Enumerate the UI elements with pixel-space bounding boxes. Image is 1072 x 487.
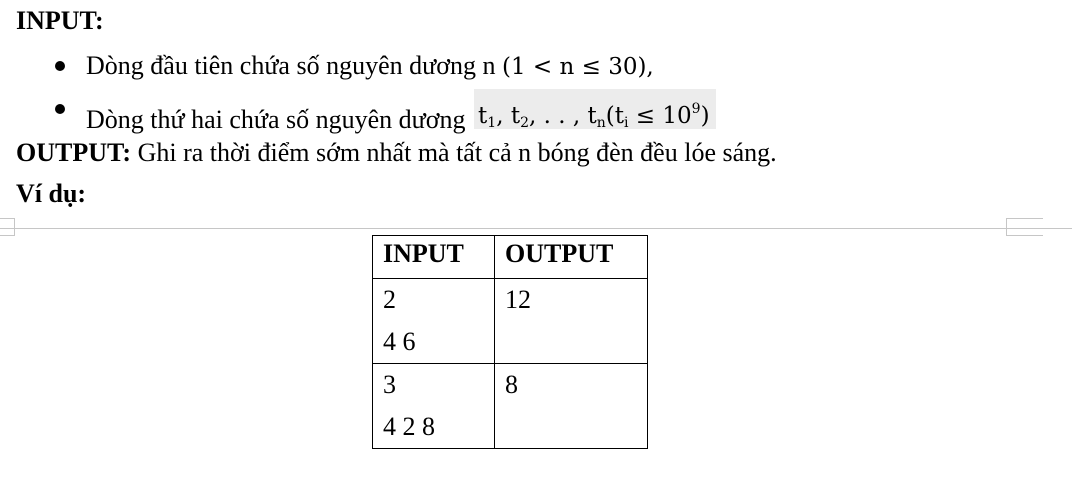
math-t: , t — [496, 103, 521, 129]
table-cell-input — [373, 279, 495, 364]
bullet-dot — [55, 104, 65, 114]
math-le: ≤ 10 — [628, 103, 692, 129]
input-line: 3 — [383, 370, 396, 399]
math-sub-2: 2 — [520, 115, 529, 131]
table-cell-input — [373, 364, 495, 449]
math-sub-1: 1 — [487, 115, 497, 131]
margin-marker-left — [0, 218, 15, 236]
input-line: 4 6 — [383, 327, 416, 356]
table-header-row — [373, 236, 648, 279]
example-heading: Ví dụ: — [16, 179, 87, 208]
input-line: 2 — [383, 285, 396, 314]
bullet-item-1-math: (1 < n ≤ 30), — [501, 54, 654, 80]
bullet-item-1-text: Dòng đầu tiên chứa số nguyên dương n — [86, 51, 502, 80]
table-row — [373, 279, 648, 364]
bullet-dot — [55, 61, 65, 71]
table-row — [373, 364, 648, 449]
table-header-output: OUTPUT — [495, 236, 648, 279]
math-t: , . . , t — [529, 103, 597, 129]
page-divider — [0, 228, 1072, 229]
bullet-item-2 — [86, 94, 716, 135]
math-sub-n: n — [596, 115, 606, 131]
margin-marker-right — [1006, 218, 1043, 236]
bullet-item-2-text: Dòng thứ hai chứa số nguyên dương — [86, 105, 473, 134]
table-header-input: INPUT — [373, 236, 495, 279]
math-t: t — [478, 103, 488, 129]
output-heading: OUTPUT: — [16, 138, 132, 167]
table-cell-output: 8 — [495, 364, 648, 449]
output-description: Ghi ra thời điểm sớm nhất mà tất cả n bóng đèn đều lóe sáng. — [131, 138, 777, 167]
math-exponent: 9 — [691, 101, 701, 117]
math-sub-i: i — [623, 115, 629, 131]
example-table — [372, 235, 648, 449]
input-heading: INPUT: — [16, 6, 104, 35]
table-cell-output: 12 — [495, 279, 648, 364]
input-line: 4 2 8 — [383, 412, 435, 441]
bullet-item-1 — [86, 51, 654, 82]
output-line — [16, 138, 777, 168]
bullet-item-2-math — [474, 89, 716, 129]
math-close-paren: ) — [700, 103, 710, 129]
math-ti: (t — [605, 103, 624, 129]
